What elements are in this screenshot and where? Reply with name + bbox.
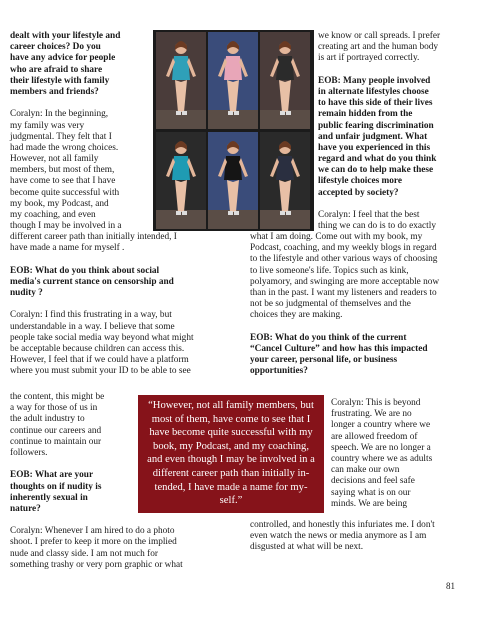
text-line: their lifestyle with family [10, 75, 110, 86]
text-line: can make our own [331, 465, 400, 476]
text-line: have made a name for myself . [10, 243, 125, 254]
text-line [250, 322, 439, 333]
text-line: Podcast, coaching, and my weekly blogs in regard [250, 243, 437, 254]
pull-quote-line: “However, not all family members, but [148, 400, 314, 411]
text-line: is art if portrayed correctly. [318, 53, 420, 64]
text-line: regard and what do you think [318, 154, 437, 165]
text-line: continue our careers and [10, 425, 102, 436]
text-line: people take social media way beyond what might [10, 332, 194, 343]
text-line: a way for those of us in [10, 403, 98, 414]
text-line: had made the wrong choices. [10, 142, 119, 153]
photo-pageant-1 [156, 32, 206, 129]
text-line [318, 65, 440, 76]
text-line: not be so judgmental of themselves and the [250, 299, 411, 310]
text-line: members, but most of them, [10, 165, 115, 176]
text-line: become quite successful with [10, 187, 120, 198]
text-line: where you must submit your ID to be able to see [10, 366, 191, 377]
text-line: Coralyn: I find this frustrating in a way, but [10, 310, 172, 321]
text-line: nude and classy side. I am not much for [10, 548, 158, 559]
text-line: opportunities? [250, 366, 308, 377]
text-line [318, 199, 440, 210]
text-line: to live someone's life. Topics such as kink, [250, 265, 409, 276]
text-line: accepted by society? [318, 187, 399, 198]
text-line: career choices? Do you [10, 42, 101, 53]
text-line: we know or call spreads. I prefer [318, 31, 441, 41]
text-line: nudity ? [10, 287, 43, 298]
text-line: decisions and feel safe [331, 476, 415, 487]
text-line: saying what is on our [331, 487, 411, 498]
text-line: public fearing discrimination [318, 120, 434, 131]
right-column-narrow [331, 398, 432, 510]
text-line: frustrating. We are no [331, 409, 412, 420]
text-line: Coralyn: This is beyond [331, 398, 421, 408]
text-line: to the lifestyle and other various ways of choosing [250, 254, 438, 265]
text-line: members and friends? [10, 86, 99, 97]
text-line: Coralyn: I feel that the best [318, 210, 420, 220]
text-line: polyamory, and swinging are more acceptable now [250, 276, 440, 287]
right-column-top [318, 31, 440, 232]
text-line: the adult industry to [10, 414, 85, 425]
text-line: what I am doing. Come out with my book, my [250, 232, 423, 242]
text-line: country where we as adults [331, 453, 433, 464]
photo-pageant-5 [208, 132, 258, 229]
text-line: Coralyn: Whenever I am hired to do a photo [10, 526, 175, 537]
text-line: different career path than initially intended, I [10, 232, 177, 242]
text-line: inherently sexual in [10, 492, 88, 503]
text-line: media's current stance on censorship and [10, 276, 174, 287]
pull-quote-line: different career path than initially in- [152, 467, 310, 479]
pull-quote-line: book, my Podcast, and my coaching, [153, 440, 309, 452]
text-line [10, 98, 122, 109]
text-line: in alternate lifestyles choose [318, 86, 429, 97]
text-line: and unfair judgment. What [318, 131, 428, 142]
text-line [10, 515, 183, 526]
text-line: followers. [10, 447, 48, 458]
text-line [10, 254, 194, 265]
text-line: shoot. I prefer to keep it more on the implied [10, 537, 177, 548]
text-line: be acceptable because children can access this. [10, 343, 185, 354]
text-line: my family was very [10, 120, 85, 131]
photo-pageant-2 [208, 32, 258, 129]
right-column-bottom [250, 520, 435, 554]
text-line: longer a country where we [331, 420, 431, 431]
text-line: choices they are making. [250, 310, 343, 321]
text-line: my coaching, and even [10, 210, 96, 220]
text-line: who are afraid to share [10, 64, 103, 75]
text-line: than in the past. I want my listeners and readers to [250, 287, 437, 298]
text-line: though I may be involved in a [10, 221, 122, 232]
text-line: to have this side of their lives [318, 98, 433, 109]
right-column-wide [250, 232, 439, 377]
text-line: nature? [10, 503, 41, 514]
text-line: Coralyn: In the beginning, [10, 109, 109, 120]
text-line: something trashy or very porn graphic or what [10, 559, 183, 570]
text-line: dealt with your lifestyle and [10, 31, 121, 41]
text-line: minds. We are being [331, 498, 408, 509]
text-line: have any advice for people [10, 53, 116, 64]
text-line: thoughts on if nudity is [10, 481, 102, 492]
text-line: controlled, and honestly this infuriates me. I don't [250, 520, 435, 530]
left-column-top [10, 31, 122, 232]
photo-pageant-3 [260, 32, 310, 129]
text-line: However, not all family [10, 154, 99, 165]
text-line: even watch the news or media anymore as I am [250, 531, 427, 542]
photo-pageant-6 [260, 132, 310, 229]
text-line: creating art and the human body [318, 42, 439, 53]
text-line: have come to see that I have [10, 176, 116, 187]
text-line: are allowed freedom of [331, 431, 418, 442]
text-line: understandable in a way. I believe that some [10, 321, 175, 332]
left-column-wide [10, 232, 194, 377]
text-line: have you experienced in this [318, 142, 431, 153]
text-line: thing we can do is to do exactly [318, 221, 436, 232]
page-number: 81 [446, 581, 455, 591]
pull-quote-line: and even though I may be involved in a [147, 454, 315, 466]
text-line: the content, this might be [10, 392, 105, 402]
text-line: “Cancel Culture” and how has this impacted [250, 343, 428, 354]
text-line: However, I feel that if we could have a platform [10, 355, 189, 366]
text-line [10, 299, 194, 310]
pull-quote-line: tended, I have made a name for my- [154, 481, 308, 493]
text-line: continue to maintain our [10, 436, 102, 447]
text-line: your career, personal life, or business [250, 355, 398, 366]
photo-pageant-4 [156, 132, 206, 229]
text-line: EOB: What are your [10, 470, 94, 481]
text-line: EOB: What do you think about social [10, 265, 160, 276]
pull-quote-line: most of them, have come to see that I [151, 413, 311, 425]
text-line: lifestyle choices more [318, 176, 402, 187]
pull-quote-line: have become quite successful with my [149, 427, 313, 439]
text-line: my book, my Podcast, and [10, 198, 109, 209]
pull-quote [138, 395, 324, 513]
text-line: disgusted at what will be next. [250, 542, 364, 553]
photo-collage [153, 30, 314, 231]
text-line: speech. We are no longer a [331, 442, 431, 453]
text-line: EOB: What do you think of the current [250, 332, 407, 343]
text-line: remain hidden from the [318, 109, 413, 120]
pull-quote-line: self.” [219, 495, 243, 507]
text-line: EOB: Many people involved [318, 75, 431, 86]
text-line: judgmental. They felt that I [10, 131, 112, 142]
text-line: we can do to help make these [318, 165, 434, 176]
